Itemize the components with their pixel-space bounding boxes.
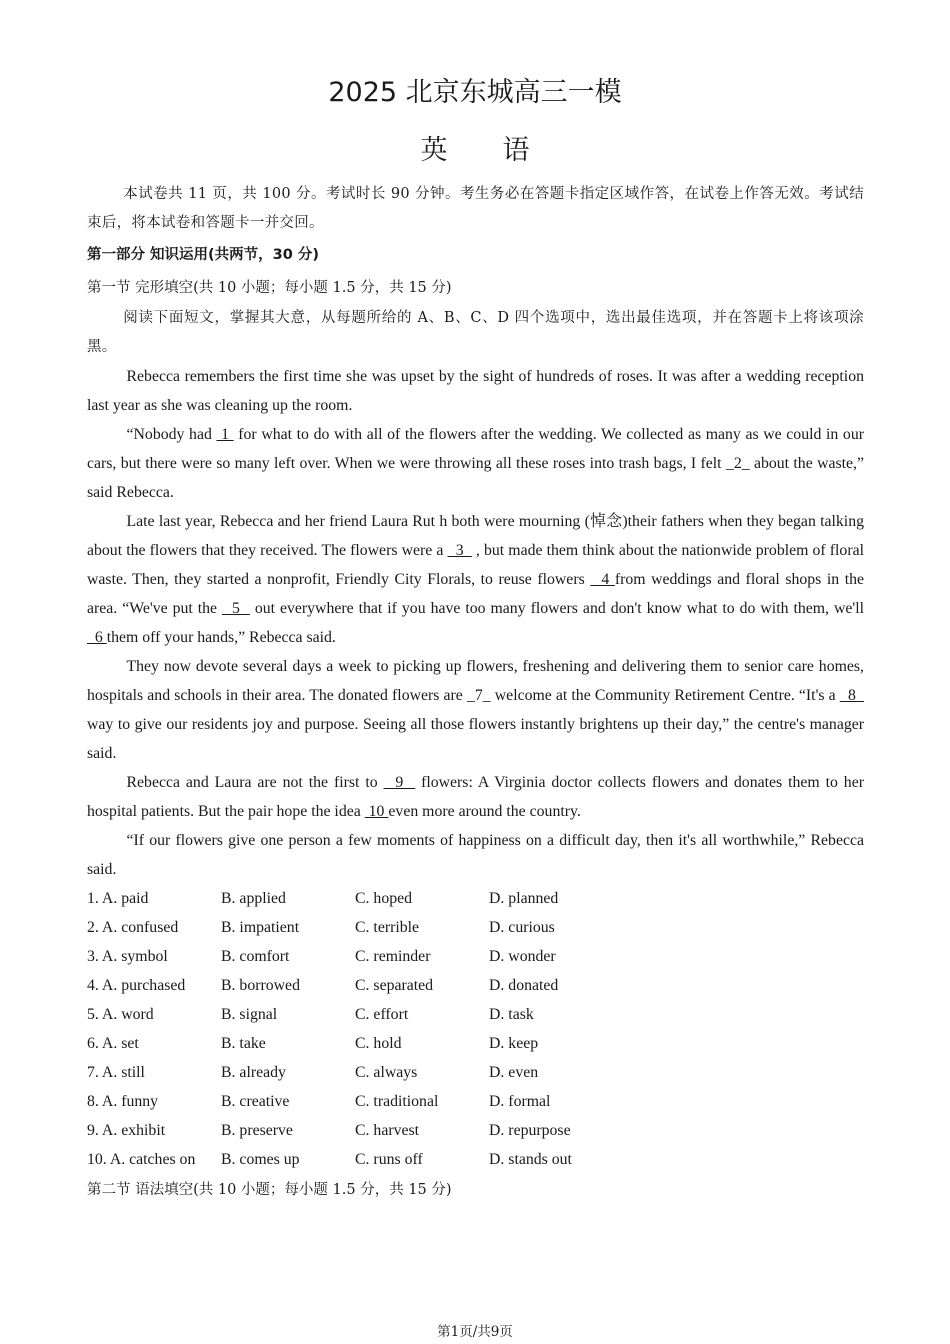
blank-8: 8 [839,687,865,704]
blank-1: 1 [216,426,234,443]
passage-text: even more around the country. [388,803,581,820]
passage-text: for what to do with all of the flowers after the wedding. We collected as many as we could in our cars, but there were so many left over. When we were throwing all these roses into trash bags, I felt [87,426,864,472]
option-d: D. task [489,1006,534,1023]
subject-title: 英语 [420,135,585,166]
blank-10: 10 [364,803,389,820]
option-b: B. take [221,1035,266,1052]
option-d: D. repurpose [489,1122,571,1139]
option-row-7 [87,1058,864,1087]
option-row-8 [87,1087,864,1116]
passage-paragraph-2 [87,420,864,507]
option-b: B. creative [221,1093,290,1110]
option-b: B. signal [221,1006,278,1023]
section1-heading: 第一节 完形填空(共 10 小题；每小题 1.5 分，共 15 分) [87,280,452,296]
passage-paragraph-5 [87,768,864,826]
passage-paragraph-1: Rebecca remembers the first time she was upset by the sight of hundreds of roses. It was after a wedding reception last year as she was cleaning up the room. [87,368,864,414]
option-d: D. keep [489,1035,539,1052]
blank-2: _2_ [725,455,750,472]
blank-5: 5 [222,600,250,617]
option-d: D. stands out [489,1151,572,1168]
option-c: C. hold [355,1035,402,1052]
option-d: D. formal [489,1093,551,1110]
passage-text: out everywhere that if you have too many flowers and don't know what to do with them, we'll [249,600,865,617]
option-d: D. planned [489,890,559,907]
option-row-3 [87,942,864,971]
option-a: 6. A. set [87,1035,139,1052]
answer-options [87,884,864,1174]
option-a: 5. A. word [87,1006,154,1023]
option-b: B. comfort [221,948,290,965]
passage-text: way to give our residents joy and purpose. Seeing all those flowers instantly brightens up their day,” the centre's manager said. [87,716,864,762]
option-d: D. even [489,1064,539,1081]
option-row-10 [87,1145,864,1174]
passage-text: welcome at the Community Retirement Centre. “It's a [490,687,840,704]
option-c: C. terrible [355,919,420,936]
passage-text: Late last year, Rebecca and her friend Laura Rut h both were mourning (悼念)their fathers when they began talking about the flowers that they received. The flowers were a [87,513,864,559]
passage-paragraph-3 [87,507,864,652]
passage-text: them off your hands,” Rebecca said. [106,629,336,646]
cloze-instructions: 阅读下面短文，掌握其大意，从每题所给的 A、B、C、D 四个选项中，选出最佳选项，并在答题卡上将该项涂黑。 [87,310,864,355]
passage-text: They now devote several days a week to picking up flowers, freshening and delivering them to senior care homes, hospitals and schools in their area. The donated flowers are [87,658,864,704]
option-c: C. separated [355,977,434,994]
page-footer: 第1页/共9页 [437,1324,513,1340]
option-a: 7. A. still [87,1064,145,1081]
option-d: D. wonder [489,948,556,965]
blank-9: 9 [383,774,416,791]
option-b: B. impatient [221,919,300,936]
option-row-2 [87,913,864,942]
option-row-6 [87,1029,864,1058]
passage-paragraph-6: “If our flowers give one person a few moments of happiness on a difficult day, then it's all worthwhile,” Rebecca said. [87,832,864,878]
option-c: C. always [355,1064,418,1081]
option-b: B. applied [221,890,286,907]
option-b: B. already [221,1064,286,1081]
part1-heading: 第一部分 知识运用(共两节，30 分) [87,247,320,263]
option-c: C. harvest [355,1122,420,1139]
option-d: D. curious [489,919,555,936]
option-d: D. donated [489,977,559,994]
option-b: B. comes up [221,1151,300,1168]
passage-paragraph-4 [87,652,864,768]
option-a: 9. A. exhibit [87,1122,166,1139]
section2-heading: 第二节 语法填空(共 10 小题；每小题 1.5 分，共 15 分) [87,1182,452,1198]
exam-title: 2025 北京东城高三一模 [328,77,622,108]
option-row-1 [87,884,864,913]
exam-body [87,180,864,1206]
option-row-5 [87,1000,864,1029]
blank-4: 4 [590,571,615,588]
option-a: 1. A. paid [87,890,149,907]
passage-text: , but made them think about the nationwide problem of floral waste. Then, they started a nonprofit, Friendly City Florals, to reuse flowers [87,542,864,588]
passage-text: flowers: A Virginia doctor collects flowers and donates them to her hospital patients. But the pair hope the idea [87,774,864,820]
passage-text: from weddings and floral shops in the area. “We've put the [87,571,865,617]
option-row-4 [87,971,864,1000]
option-c: C. reminder [355,948,431,965]
option-b: B. borrowed [221,977,300,994]
option-a: 4. A. purchased [87,977,186,994]
option-c: C. traditional [355,1093,439,1110]
blank-7: _7_ [466,687,491,704]
passage-text: Rebecca and Laura are not the first to [126,774,384,791]
option-a: 2. A. confused [87,919,179,936]
option-c: C. hoped [355,890,413,907]
option-a: 10. A. catches on [87,1151,196,1168]
cloze-passage [87,362,864,884]
option-c: C. runs off [355,1151,423,1168]
option-b: B. preserve [221,1122,293,1139]
option-a: 3. A. symbol [87,948,168,965]
blank-3: 3 [447,542,472,559]
option-row-9 [87,1116,864,1145]
exam-intro: 本试卷共 11 页，共 100 分。考试时长 90 分钟。考生务必在答题卡指定区域作答，在试卷上作答无效。考试结束后，将本试卷和答题卡一并交回。 [87,186,864,231]
blank-6: 6 [87,629,107,646]
option-a: 8. A. funny [87,1093,159,1110]
option-c: C. effort [355,1006,409,1023]
passage-text: “Nobody had [126,426,217,443]
passage-text: about the waste,” said Rebecca. [87,455,864,501]
